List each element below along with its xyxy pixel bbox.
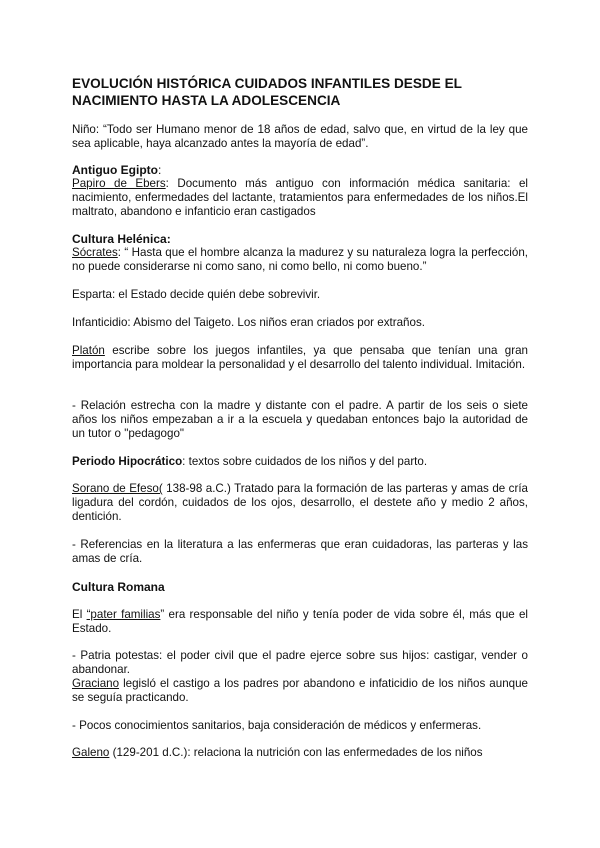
greek-heading: Cultura Helénica: (72, 232, 171, 246)
socrates-paragraph (72, 246, 528, 274)
roman-heading: Cultura Romana (72, 580, 165, 594)
platon-paragraph (72, 344, 528, 372)
document-title: EVOLUCIÓN HISTÓRICA CUIDADOS INFANTILES DESDE EL NACIMIENTO HASTA LA ADOLESCENCIA (72, 76, 462, 108)
pocos-paragraph: - Pocos conocimientos sanitarios, baja consideración de médicos y enfermeras. (72, 719, 482, 732)
pater-text: ” era responsable del niño y tenía poder de vida sobre él, más que el Estado. (72, 608, 529, 635)
platon-text: escribe sobre los juegos infantiles, ya que pensaba que tenían una gran importancia para moldear la personalidad y el desarrollo del talento individual. Imitación. (72, 344, 528, 371)
soranus-term: Sorano de Efeso( (72, 482, 163, 495)
egypt-heading: Antiguo Egipto (72, 163, 158, 177)
galeno-term: Galeno (72, 746, 110, 759)
graciano-text: legisló el castigo a los padres por abandono e infaticidio de los niños aunque se seguía practicando. (72, 677, 528, 704)
referencias-paragraph: - Referencias en la literatura a las enfermeras que eran cuidadoras, las parteras y las amas de cría. (72, 538, 528, 565)
hippocratic-heading: Periodo Hipocrático (72, 455, 183, 468)
patria-potestas-paragraph: - Patria potestas: el poder civil que el padre ejerce sobre sus hijos: castigar, vender o abandonar. (72, 649, 528, 676)
graciano-paragraph (72, 677, 528, 705)
socrates-term: Sócrates (72, 246, 118, 259)
platon-term: Platón (72, 344, 105, 357)
hippocratic-text: : textos sobre cuidados de los niños y del parto. (182, 455, 428, 468)
egypt-paragraph (72, 177, 528, 218)
soranus-paragraph (72, 482, 528, 523)
pater-paragraph (72, 608, 528, 636)
papiro-ebers-term: Papiro de Ebers (72, 177, 166, 190)
section-heading-egypt (72, 163, 161, 177)
galeno-paragraph (72, 746, 528, 760)
galeno-text: (129-201 d.C.): relaciona la nutrición con las enfermedades de los niños (109, 746, 483, 759)
hippocratic-paragraph (72, 455, 528, 469)
pater-pre: El (72, 608, 87, 621)
soranus-text: 138-98 a.C.) Tratado para la formación de las parteras y amas de cría ligadura del cordón, cuidados de los ojos, desarrollo, el destete año y medio 2 años, dentición. (72, 482, 528, 523)
infanticidio-paragraph: Infanticidio: Abismo del Taigeto. Los niños eran criados por extraños. (72, 316, 425, 329)
egypt-heading-colon: : (157, 163, 162, 177)
intro-paragraph: Niño: “Todo ser Humano menor de 18 años de edad, salvo que, en virtud de la ley que sea aplicable, haya alcanzado antes la mayoría de edad”. (72, 123, 528, 150)
esparta-paragraph: Esparta: el Estado decide quién debe sobrevivir. (72, 288, 321, 301)
egypt-text: : Documento más antiguo con información médica sanitaria: el nacimiento, enfermedades del lactante, tratamientos para enfermedades de los niños.El maltrato, abandono e infanticio eran castigados (72, 177, 528, 218)
socrates-text: : “ Hasta que el hombre alcanza la madurez y su naturaleza logra la perfección, no puede considerarse ni como sano, ni como bello, ni como bueno.” (72, 246, 528, 273)
relacion-paragraph: - Relación estrecha con la madre y distante con el padre. A partir de los seis o siete años los niños empezaban a ir a la escuela y quedaban entonces bajo la autoridad de un tutor o "pedagogo" (72, 399, 528, 440)
graciano-term: Graciano (72, 677, 120, 690)
pater-familias-term: “pater familias (86, 608, 161, 621)
